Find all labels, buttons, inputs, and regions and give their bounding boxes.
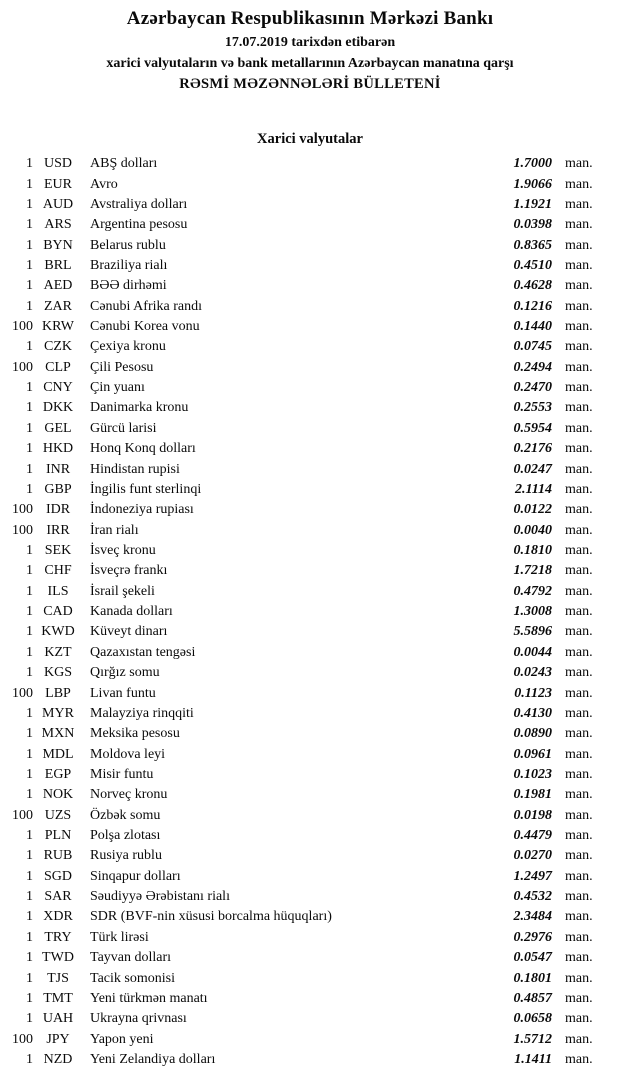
rate-value: 0.0658 (513, 1011, 552, 1027)
effective-date-line: 17.07.2019 tarixdən etibarən (224, 35, 396, 50)
currency-code: AUD (42, 196, 74, 212)
quantity: 1 (26, 970, 33, 986)
unit-label: man. (565, 705, 593, 721)
quantity: 1 (26, 583, 33, 599)
quantity: 1 (26, 481, 33, 497)
quantity: 1 (26, 950, 33, 966)
quantity: 1 (26, 705, 33, 721)
rate-value: 0.2553 (513, 400, 552, 416)
currency-row (0, 1009, 620, 1029)
currency-code: CLP (45, 359, 71, 375)
currency-row (0, 1029, 620, 1049)
unit-label: man. (565, 156, 593, 172)
currency-row (0, 459, 620, 479)
currency-code: MXN (41, 726, 75, 742)
currency-row (0, 622, 620, 642)
quantity: 1 (26, 420, 33, 436)
currency-code: ILS (47, 583, 69, 599)
currency-code: PLN (44, 828, 72, 844)
currency-code: HKD (42, 441, 74, 457)
unit-label: man. (565, 746, 593, 762)
currency-row (0, 968, 620, 988)
unit-label: man. (565, 359, 593, 375)
quantity: 1 (26, 237, 33, 253)
currency-code: NOK (42, 787, 74, 803)
currency-row (0, 907, 620, 927)
currency-name: Belarus rublu (90, 237, 166, 253)
currency-code: TWD (42, 950, 74, 966)
rate-value: 0.0270 (513, 848, 552, 864)
quantity: 100 (12, 359, 33, 375)
currency-row (0, 276, 620, 296)
currency-name: Çexiya kronu (90, 339, 166, 355)
currency-row (0, 744, 620, 764)
currency-row (0, 297, 620, 317)
currency-code: EGP (44, 766, 72, 782)
rate-value: 0.1801 (513, 970, 552, 986)
unit-label: man. (565, 461, 593, 477)
currency-code: ZAR (44, 298, 72, 314)
rate-value: 0.4792 (513, 583, 552, 599)
quantity: 1 (26, 298, 33, 314)
currency-name: Qırğız somu (90, 665, 160, 681)
unit-label: man. (565, 929, 593, 945)
rate-value: 1.7218 (513, 563, 552, 579)
currency-name: Özbək somu (90, 807, 161, 823)
currency-name: Yeni türkmən manatı (90, 990, 208, 1006)
quantity: 1 (26, 868, 33, 884)
currency-row (0, 582, 620, 602)
unit-label: man. (565, 889, 593, 905)
currency-name: İngilis funt sterlinqi (90, 481, 202, 497)
bank-title: Azərbaycan Respublikasının Mərkəzi Bankı (126, 8, 494, 29)
currency-code: GBP (44, 481, 72, 497)
currency-code: SEK (44, 543, 72, 558)
unit-label: man. (565, 339, 593, 355)
currency-name: Səudiyyə Ərəbistanı rialı (90, 889, 230, 905)
currency-code: TJS (47, 970, 69, 986)
quantity: 1 (26, 278, 33, 294)
rate-value: 0.1216 (513, 298, 552, 314)
currency-row (0, 520, 620, 540)
currency-name: Moldova leyi (90, 746, 166, 762)
quantity: 1 (26, 848, 33, 864)
quantity: 100 (12, 685, 33, 701)
unit-label: man. (565, 1031, 593, 1047)
rate-value: 0.2470 (513, 380, 552, 396)
unit-label: man. (565, 909, 593, 925)
currency-name: Polşa zlotası (90, 828, 161, 844)
currency-name: Meksika pesosu (90, 726, 180, 742)
currency-code: KGS (43, 665, 72, 681)
currency-code: XDR (43, 909, 73, 925)
quantity: 1 (26, 909, 33, 925)
currency-code: CNY (43, 380, 73, 396)
unit-label: man. (565, 583, 593, 599)
currency-code: CZK (44, 339, 72, 355)
unit-label: man. (565, 217, 593, 233)
currency-row (0, 378, 620, 398)
rate-value: 1.2497 (513, 868, 552, 884)
currency-row (0, 887, 620, 907)
currency-row (0, 337, 620, 357)
quantity: 1 (26, 380, 33, 396)
unit-label: man. (565, 319, 593, 335)
rate-value: 0.5954 (513, 420, 552, 436)
currency-name: Braziliya rialı (90, 257, 168, 273)
currency-row (0, 561, 620, 581)
rate-value: 1.1411 (514, 1051, 552, 1067)
currency-row (0, 806, 620, 826)
quantity: 1 (26, 400, 33, 416)
currency-row (0, 826, 620, 846)
currency-code: NZD (43, 1051, 73, 1067)
currency-row (0, 683, 620, 703)
currency-code: DKK (42, 400, 74, 416)
quantity: 1 (26, 828, 33, 844)
rate-value: 0.4510 (513, 257, 552, 273)
currency-name: Misir funtu (90, 766, 154, 782)
section-title-foreign-currencies: Xarici valyutalar (257, 131, 363, 147)
currency-code: INR (45, 461, 71, 477)
currency-row (0, 174, 620, 194)
rates-table (0, 154, 620, 1070)
rate-value: 0.4130 (513, 705, 552, 721)
rate-value: 0.0122 (513, 502, 552, 518)
rate-value: 1.7000 (513, 156, 552, 172)
unit-label: man. (565, 1011, 593, 1027)
currency-name: Malayziya rinqqiti (90, 705, 194, 721)
quantity: 1 (26, 604, 33, 620)
quantity: 100 (12, 522, 33, 538)
unit-label: man. (565, 481, 593, 497)
unit-label: man. (565, 257, 593, 273)
currency-code: UZS (44, 807, 72, 823)
rate-value: 0.2176 (513, 441, 552, 457)
quantity: 1 (26, 746, 33, 762)
unit-label: man. (565, 176, 593, 192)
quantity: 1 (26, 787, 33, 803)
currency-row (0, 704, 620, 724)
currency-code: RUB (43, 848, 73, 864)
unit-label: man. (565, 237, 593, 253)
unit-label: man. (565, 807, 593, 823)
currency-name: Avstraliya dolları (90, 196, 188, 212)
rate-value: 0.2976 (513, 929, 552, 945)
quantity: 1 (26, 461, 33, 477)
quantity: 1 (26, 176, 33, 192)
currency-code: IDR (45, 502, 71, 518)
unit-label: man. (565, 990, 593, 1006)
currency-code: SGD (43, 868, 72, 884)
rate-value: 0.0890 (513, 726, 552, 742)
unit-label: man. (565, 543, 593, 558)
rate-value: 2.1114 (515, 481, 552, 497)
currency-code: EUR (44, 176, 72, 192)
unit-label: man. (565, 522, 593, 538)
currency-name: Türk lirəsi (90, 929, 149, 945)
currency-name: Yeni Zelandiya dolları (90, 1051, 216, 1067)
quantity: 1 (26, 990, 33, 1006)
currency-row (0, 948, 620, 968)
rate-value: 0.0547 (513, 950, 552, 966)
quantity: 1 (26, 644, 33, 660)
unit-label: man. (565, 400, 593, 416)
currency-name: Tayvan dolları (90, 950, 172, 966)
quantity: 1 (26, 1051, 33, 1067)
currency-name: Hindistan rupisi (90, 461, 180, 477)
currency-row (0, 602, 620, 622)
currency-name: Cənubi Korea vonu (90, 319, 200, 335)
quantity: 1 (26, 156, 33, 172)
currency-name: Argentina pesosu (90, 217, 188, 233)
rate-value: 0.0745 (513, 339, 552, 355)
currency-row (0, 215, 620, 235)
rate-value: 0.0398 (513, 217, 552, 233)
unit-label: man. (565, 868, 593, 884)
quantity: 1 (26, 196, 33, 212)
quantity: 1 (26, 563, 33, 579)
rate-value: 0.4628 (513, 278, 552, 294)
currency-code: KZT (44, 644, 72, 660)
unit-label: man. (565, 787, 593, 803)
unit-label: man. (565, 380, 593, 396)
quantity: 1 (26, 441, 33, 457)
currency-name: İsveç kronu (90, 543, 156, 558)
currency-name: Küveyt dinarı (90, 624, 168, 640)
rate-value: 0.0247 (513, 461, 552, 477)
unit-label: man. (565, 950, 593, 966)
currency-code: CAD (43, 604, 73, 620)
currency-code: LBP (45, 685, 71, 701)
currency-code: MYR (42, 705, 74, 721)
quantity: 100 (12, 1031, 33, 1047)
currency-row (0, 989, 620, 1009)
currency-name: Qazaxıstan tengəsi (90, 644, 196, 660)
currency-code: TMT (43, 990, 73, 1006)
unit-label: man. (565, 298, 593, 314)
currency-code: TRY (44, 929, 72, 945)
currency-name: Norveç kronu (90, 787, 168, 803)
currency-code: USD (43, 156, 72, 172)
quantity: 1 (26, 726, 33, 742)
currency-name: Çin yuanı (90, 380, 145, 396)
subject-line: xarici valyutaların və bank metallarının Azərbaycan manatına qarşı (106, 56, 514, 71)
rate-value: 0.1440 (513, 319, 552, 335)
currency-code: MDL (42, 746, 74, 762)
unit-label: man. (565, 420, 593, 436)
rate-value: 0.8365 (513, 237, 552, 253)
rate-value: 0.1810 (513, 543, 552, 558)
currency-row (0, 419, 620, 439)
rate-value: 0.0044 (513, 644, 552, 660)
quantity: 1 (26, 339, 33, 355)
unit-label: man. (565, 848, 593, 864)
currency-name: BƏƏ dirhəmi (90, 278, 167, 294)
currency-name: İran rialı (90, 522, 139, 538)
unit-label: man. (565, 726, 593, 742)
currency-row (0, 785, 620, 805)
currency-name: İsrail şekeli (90, 583, 155, 599)
quantity: 1 (26, 624, 33, 640)
quantity: 100 (12, 807, 33, 823)
currency-row (0, 256, 620, 276)
currency-code: CHF (44, 563, 72, 579)
unit-label: man. (565, 644, 593, 660)
quantity: 1 (26, 257, 33, 273)
unit-label: man. (565, 665, 593, 681)
rate-value: 0.0243 (513, 665, 552, 681)
rate-value: 0.4857 (513, 990, 552, 1006)
quantity: 1 (26, 543, 33, 558)
unit-label: man. (565, 278, 593, 294)
currency-name: Avro (90, 176, 118, 192)
unit-label: man. (565, 604, 593, 620)
rate-value: 0.0961 (513, 746, 552, 762)
currency-name: İsveçrə frankı (90, 563, 168, 579)
currency-row (0, 846, 620, 866)
quantity: 100 (12, 502, 33, 518)
currency-row (0, 724, 620, 744)
currency-code: BRL (44, 257, 72, 273)
quantity: 1 (26, 766, 33, 782)
unit-label: man. (565, 766, 593, 782)
unit-label: man. (565, 970, 593, 986)
currency-code: AED (43, 278, 73, 294)
rate-value: 1.1921 (513, 196, 552, 212)
currency-code: ARS (44, 217, 72, 233)
currency-row (0, 663, 620, 683)
unit-label: man. (565, 563, 593, 579)
unit-label: man. (565, 1051, 593, 1067)
currency-row (0, 195, 620, 215)
currency-code: JPY (46, 1031, 70, 1047)
rate-value: 0.0198 (513, 807, 552, 823)
currency-name: İndoneziya rupiası (90, 502, 194, 518)
currency-name: Çili Pesosu (90, 359, 154, 375)
quantity: 1 (26, 929, 33, 945)
rate-value: 0.4479 (513, 828, 552, 844)
rate-value: 2.3484 (513, 909, 552, 925)
unit-label: man. (565, 502, 593, 518)
currency-row (0, 765, 620, 785)
unit-label: man. (565, 828, 593, 844)
currency-name: Yapon yeni (90, 1031, 154, 1047)
currency-row (0, 398, 620, 418)
rate-value: 0.1023 (513, 766, 552, 782)
currency-code: SAR (44, 889, 72, 905)
rate-value: 1.9066 (513, 176, 552, 192)
currency-code: KRW (42, 319, 74, 335)
rate-value: 0.2494 (513, 359, 552, 375)
currency-name: Rusiya rublu (90, 848, 162, 864)
quantity: 1 (26, 1011, 33, 1027)
rate-value: 0.1123 (514, 685, 552, 701)
currency-row (0, 154, 620, 174)
currency-row (0, 500, 620, 520)
currency-row (0, 317, 620, 337)
currency-code: UAH (42, 1011, 74, 1027)
quantity: 1 (26, 889, 33, 905)
quantity: 1 (26, 665, 33, 681)
document-header (0, 0, 620, 95)
unit-label: man. (565, 685, 593, 701)
unit-label: man. (565, 624, 593, 640)
currency-row (0, 235, 620, 255)
currency-name: Cənubi Afrika randı (90, 298, 202, 314)
currency-row (0, 439, 620, 459)
currency-row (0, 643, 620, 663)
unit-label: man. (565, 196, 593, 212)
unit-label: man. (565, 441, 593, 457)
currency-name: Tacik somonisi (90, 970, 175, 986)
currency-code: KWD (41, 624, 75, 640)
rate-value: 0.0040 (513, 522, 552, 538)
currency-row (0, 358, 620, 378)
currency-row (0, 867, 620, 887)
quantity: 100 (12, 319, 33, 335)
rate-value: 5.5896 (513, 624, 552, 640)
bulletin-title: RƏSMİ MƏZƏNNƏLƏRİ BÜLLETENİ (179, 76, 441, 92)
rate-value: 0.4532 (513, 889, 552, 905)
quantity: 1 (26, 217, 33, 233)
currency-name: Gürcü larisi (90, 420, 157, 436)
rate-value: 0.1981 (513, 787, 552, 803)
currency-code: GEL (44, 420, 72, 436)
currency-code: BYN (43, 237, 73, 253)
currency-name: Livan funtu (90, 685, 156, 701)
currency-row (0, 541, 620, 561)
currency-name: SDR (BVF-nin xüsusi borcalma hüquqları) (90, 909, 332, 925)
currency-code: IRR (46, 522, 70, 538)
currency-name: Honq Konq dolları (90, 441, 196, 457)
currency-name: Kanada dolları (90, 604, 173, 620)
currency-row (0, 928, 620, 948)
currency-row (0, 480, 620, 500)
currency-name: ABŞ dolları (90, 156, 158, 172)
rate-value: 1.3008 (513, 604, 552, 620)
currency-name: Sinqapur dolları (90, 868, 181, 884)
currency-name: Danimarka kronu (90, 400, 189, 416)
currency-name: Ukrayna qrivnası (90, 1011, 187, 1027)
rate-value: 1.5712 (513, 1031, 552, 1047)
